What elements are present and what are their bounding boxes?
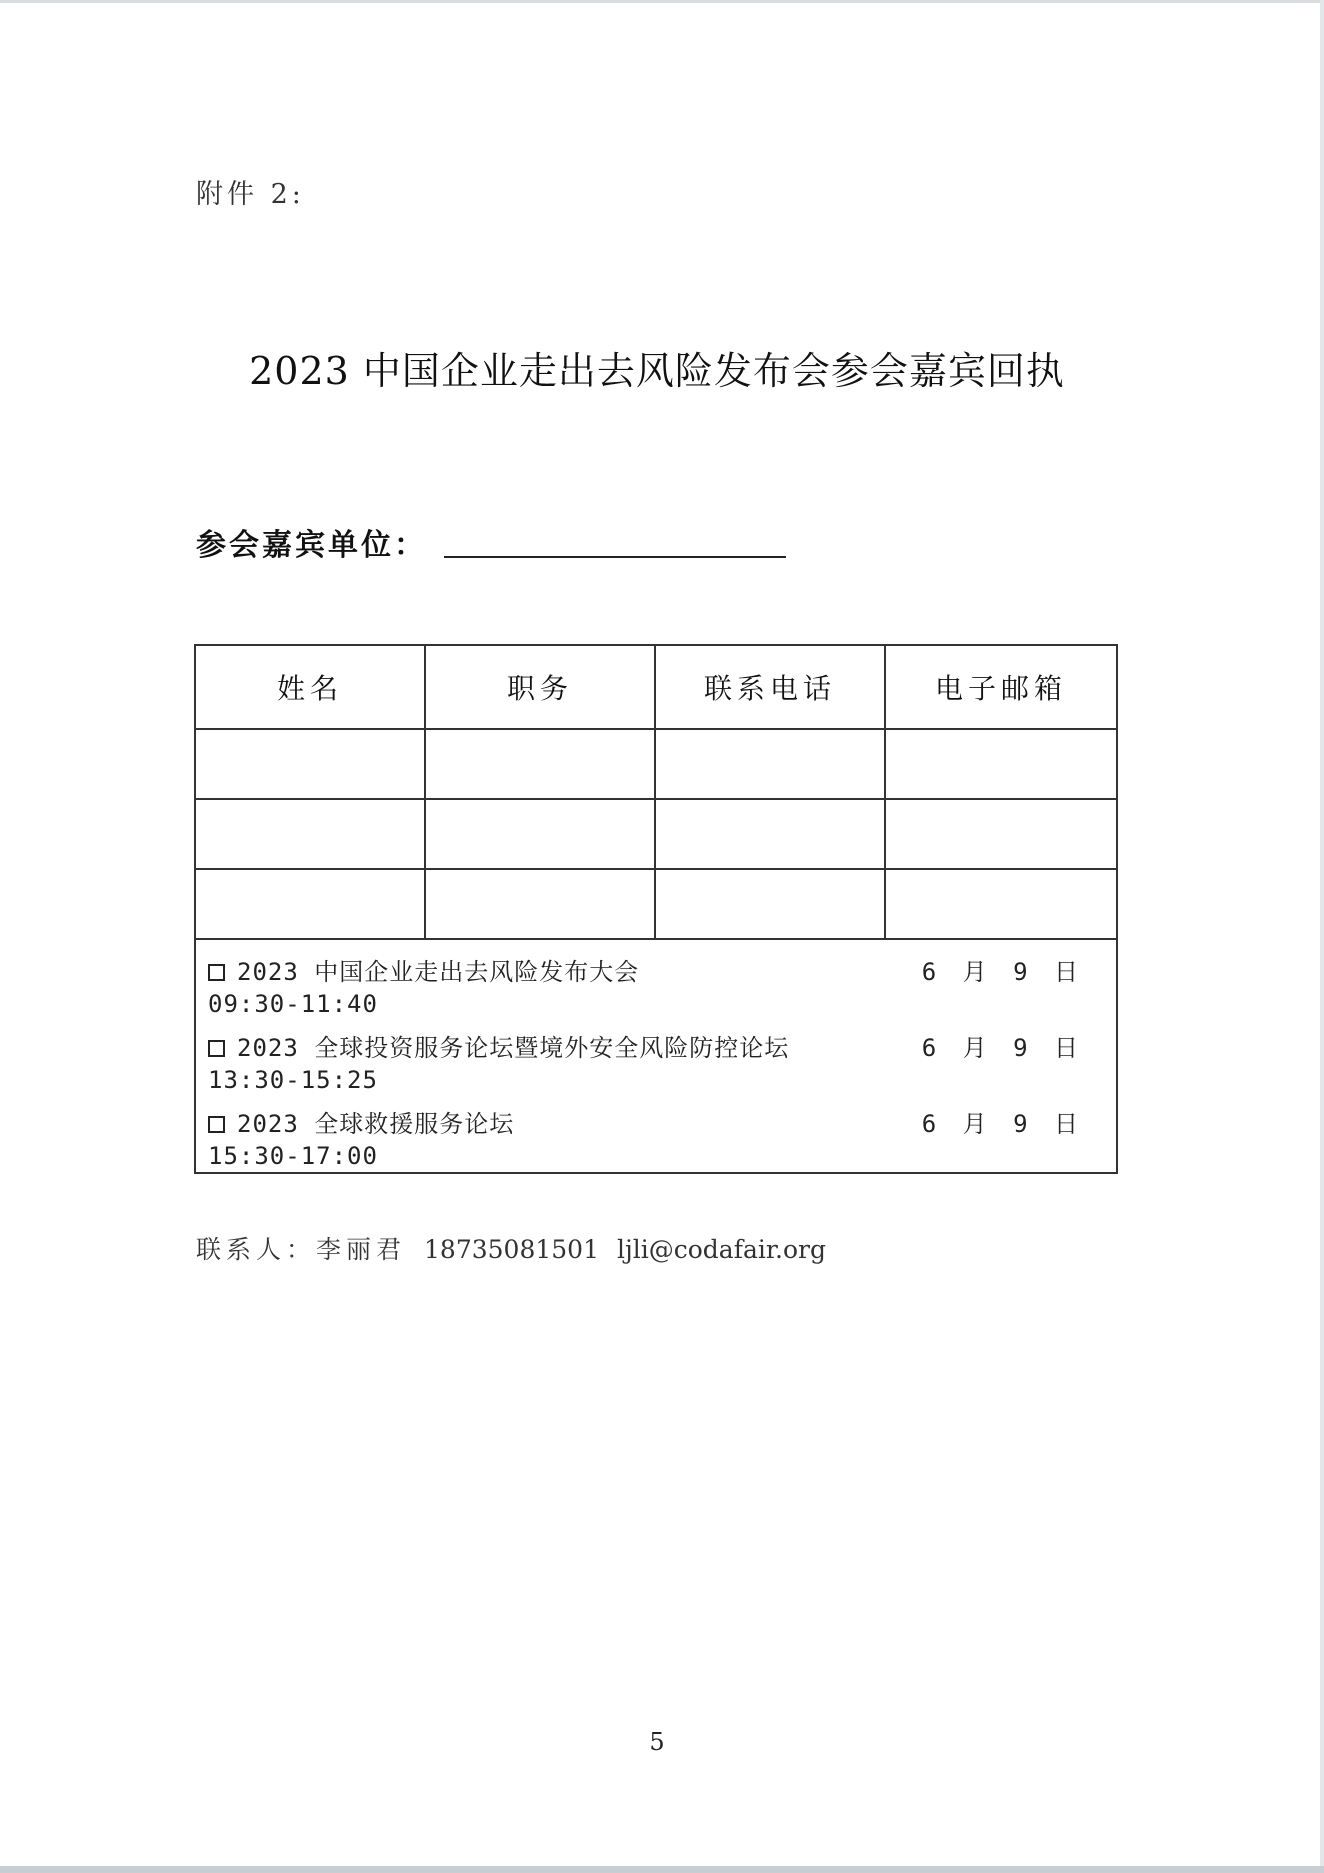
scan-edge-right <box>1320 0 1324 1873</box>
name-cell[interactable] <box>196 730 426 798</box>
phone-cell[interactable] <box>656 730 886 798</box>
event-checkbox[interactable] <box>208 1040 225 1057</box>
event-date: 6 月 9 日 <box>921 1110 1084 1138</box>
scan-edge-top <box>0 0 1324 3</box>
phone-cell[interactable] <box>656 800 886 868</box>
event-date: 6 月 9 日 <box>921 958 1084 986</box>
event-checkbox[interactable] <box>208 1116 225 1133</box>
header-cell-email <box>886 646 1116 728</box>
email-cell[interactable] <box>886 800 1116 868</box>
header-email: 电子邮箱 <box>934 672 1067 705</box>
header-cell-name <box>196 646 426 728</box>
event-time: 15:30-17:00 <box>208 1142 378 1170</box>
guest-unit-label: 参会嘉宾单位： <box>196 528 427 563</box>
event-name: 2023 中国企业走出去风险发布大会 <box>237 958 640 986</box>
contact-label: 联系人： <box>196 1235 317 1264</box>
contact-name: 李丽君 <box>316 1235 407 1264</box>
position-cell[interactable] <box>426 870 656 938</box>
name-cell[interactable] <box>196 800 426 868</box>
header-cell-phone <box>656 646 886 728</box>
email-cell[interactable] <box>886 870 1116 938</box>
page-number: 5 <box>649 1728 665 1756</box>
event-option <box>208 1104 1098 1180</box>
table-row <box>196 800 1116 870</box>
position-cell[interactable] <box>426 730 656 798</box>
event-checkbox[interactable] <box>208 964 225 981</box>
table-row <box>196 730 1116 800</box>
event-time: 13:30-15:25 <box>208 1066 378 1094</box>
contact-phone: 18735081501 <box>424 1235 599 1264</box>
table-row <box>196 870 1116 940</box>
attachment-label: 附件 2: <box>196 179 305 210</box>
header-position: 职务 <box>506 672 573 705</box>
header-phone: 联系电话 <box>703 672 836 705</box>
table-header-row <box>196 646 1116 730</box>
event-option <box>208 1028 1098 1104</box>
scan-edge-bottom <box>0 1866 1324 1873</box>
event-name: 2023 全球救援服务论坛 <box>237 1110 515 1138</box>
position-cell[interactable] <box>426 800 656 868</box>
guest-unit-input-line[interactable] <box>444 556 786 558</box>
event-name: 2023 全球投资服务论坛暨境外安全风险防控论坛 <box>237 1034 790 1062</box>
header-cell-position <box>426 646 656 728</box>
event-option <box>208 952 1098 1028</box>
email-cell[interactable] <box>886 730 1116 798</box>
event-time: 09:30-11:40 <box>208 990 378 1018</box>
header-name: 姓名 <box>276 672 343 705</box>
event-date: 6 月 9 日 <box>921 1034 1084 1062</box>
registration-table <box>194 644 1118 1174</box>
name-cell[interactable] <box>196 870 426 938</box>
contact-email[interactable]: ljli@codafair.org <box>617 1235 827 1264</box>
event-selection <box>196 940 1116 1172</box>
document-title: 2023 中国企业走出去风险发布会参会嘉宾回执 <box>249 349 1065 393</box>
phone-cell[interactable] <box>656 870 886 938</box>
contact-line <box>196 1230 826 1266</box>
